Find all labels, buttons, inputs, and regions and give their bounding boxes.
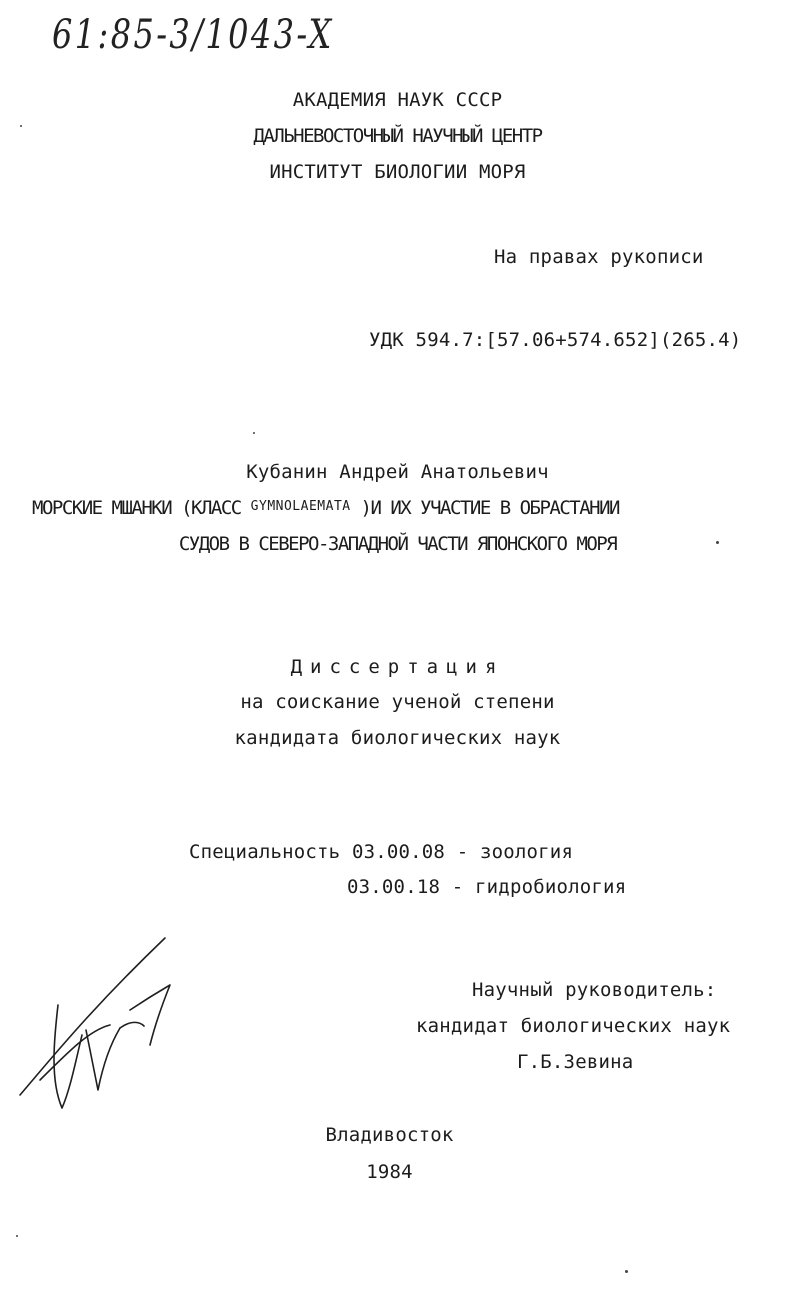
city: Владивосток (325, 1124, 454, 1146)
title-latin-class: GYMNOLAEMATA (250, 499, 351, 514)
degree-line2: на соискание ученой степени (240, 691, 555, 713)
manuscript-rights: На правах рукописи (494, 246, 704, 268)
archive-code-handwritten: 61:85-3/1043-X (52, 12, 334, 58)
institution-line-center: ДАЛЬНЕВОСТОЧНЫЙ НАУЧНЫЙ ЦЕНТР (253, 125, 542, 147)
supervisor-degree: кандидат биологических наук (416, 1015, 731, 1037)
institution-line-academy: АКАДЕМИЯ НАУК СССР (292, 89, 503, 111)
page-speck (716, 541, 719, 544)
specialty-line2: 03.00.18 - гидробиология (347, 876, 627, 898)
page-speck (16, 1235, 18, 1237)
specialty-line1: Специальность 03.00.08 - зоология (189, 841, 574, 863)
title-part1: МОРСКИЕ МШАНКИ (КЛАСС (32, 497, 241, 519)
page-speck (20, 125, 22, 127)
title-part2: )И ИХ УЧАСТИЕ В ОБРАСТАНИИ (360, 497, 619, 519)
supervisor-name: Г.Б.Зевина (517, 1051, 634, 1073)
dissertation-title-line1 (32, 496, 619, 523)
year: 1984 (366, 1161, 413, 1183)
page-speck (625, 1270, 628, 1273)
author-name: Кубанин Андрей Анатольевич (246, 461, 549, 483)
handwritten-signature (10, 930, 180, 1120)
degree-heading: Диссертация (290, 656, 505, 678)
page-speck (253, 432, 255, 434)
dissertation-title-line2: СУДОВ В СЕВЕРО-ЗАПАДНОЙ ЧАСТИ ЯПОНСКОГО МОРЯ (178, 533, 617, 555)
degree-line3: кандидата биологических наук (234, 727, 561, 749)
supervisor-label: Научный руководитель: (472, 979, 717, 1001)
institution-line-institute: ИНСТИТУТ БИОЛОГИИ МОРЯ (269, 161, 526, 183)
udk-code: УДК 594.7:[57.06+574.652](265.4) (369, 329, 742, 351)
